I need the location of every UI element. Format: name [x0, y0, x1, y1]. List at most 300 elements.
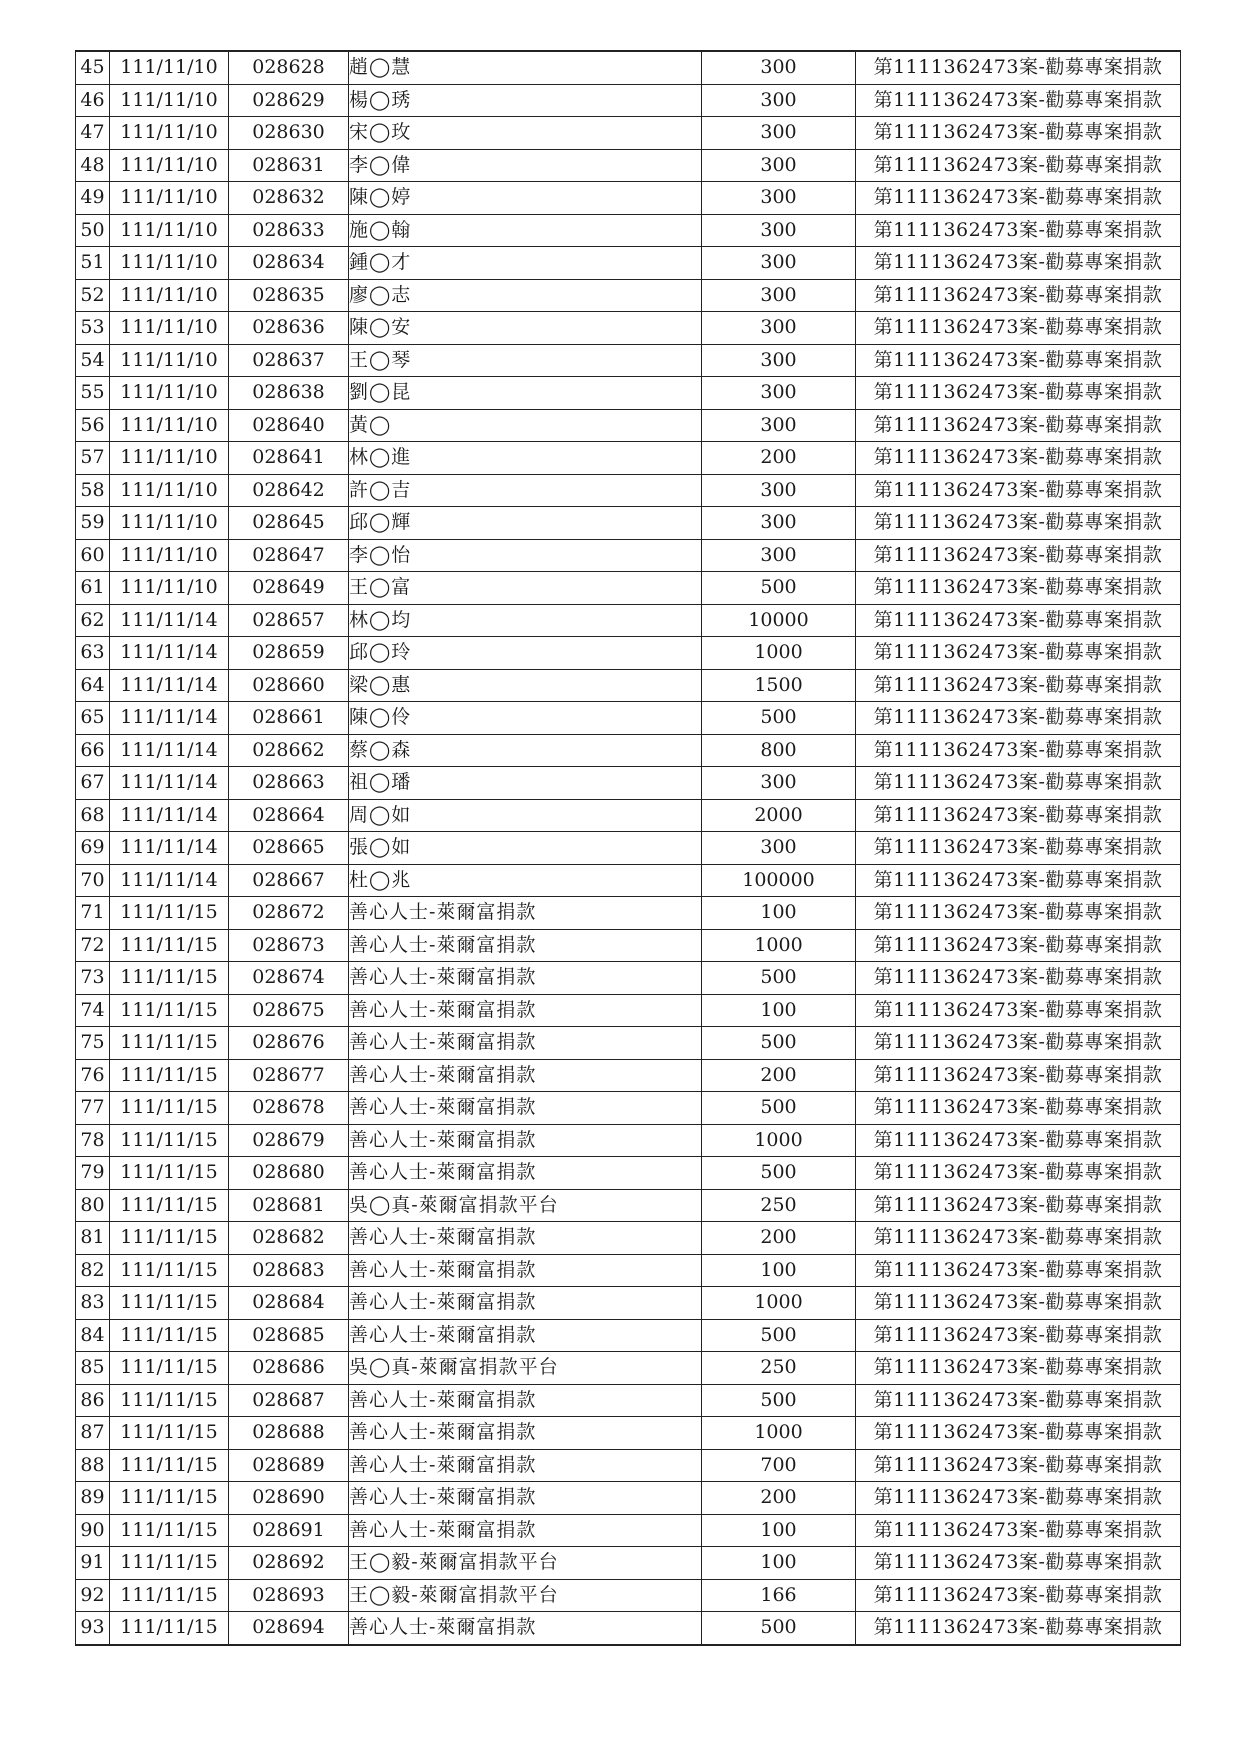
- donation-date: 111/11/10: [110, 344, 229, 377]
- row-number: 51: [76, 247, 110, 280]
- table-row: [76, 117, 1181, 150]
- table-row: [76, 572, 1181, 605]
- table-row: [76, 474, 1181, 507]
- donation-date: 111/11/10: [110, 409, 229, 442]
- donor-name: 善心人士-萊爾富捐款: [349, 1027, 702, 1060]
- table-row: [76, 377, 1181, 410]
- donation-date: 111/11/14: [110, 734, 229, 767]
- donation-amount: 300: [702, 474, 856, 507]
- receipt-number: 028693: [229, 1579, 349, 1612]
- donor-name: 許◯吉: [349, 474, 702, 507]
- donation-amount: 500: [702, 1319, 856, 1352]
- row-number: 90: [76, 1514, 110, 1547]
- donation-amount: 100: [702, 1547, 856, 1580]
- donation-amount: 300: [702, 51, 856, 84]
- row-number: 53: [76, 312, 110, 345]
- donation-purpose: 第1111362473案-勸募專案捐款: [856, 1384, 1181, 1417]
- donation-amount: 500: [702, 1612, 856, 1645]
- table-row: [76, 897, 1181, 930]
- row-number: 62: [76, 604, 110, 637]
- receipt-number: 028633: [229, 214, 349, 247]
- donation-purpose: 第1111362473案-勸募專案捐款: [856, 1254, 1181, 1287]
- table-row: [76, 799, 1181, 832]
- receipt-number: 028649: [229, 572, 349, 605]
- donation-table: [75, 50, 1181, 1646]
- donor-name: 鍾◯才: [349, 247, 702, 280]
- receipt-number: 028642: [229, 474, 349, 507]
- receipt-number: 028637: [229, 344, 349, 377]
- receipt-number: 028675: [229, 994, 349, 1027]
- donation-date: 111/11/15: [110, 1189, 229, 1222]
- donation-purpose: 第1111362473案-勸募專案捐款: [856, 84, 1181, 117]
- donation-amount: 1000: [702, 1417, 856, 1450]
- receipt-number: 028632: [229, 182, 349, 215]
- donation-amount: 300: [702, 182, 856, 215]
- donation-purpose: 第1111362473案-勸募專案捐款: [856, 637, 1181, 670]
- donation-purpose: 第1111362473案-勸募專案捐款: [856, 279, 1181, 312]
- donor-name: 邱◯玲: [349, 637, 702, 670]
- receipt-number: 028636: [229, 312, 349, 345]
- row-number: 89: [76, 1482, 110, 1515]
- receipt-number: 028674: [229, 962, 349, 995]
- row-number: 61: [76, 572, 110, 605]
- donor-name: 宋◯玫: [349, 117, 702, 150]
- donation-amount: 500: [702, 1092, 856, 1125]
- donation-amount: 300: [702, 117, 856, 150]
- donation-date: 111/11/14: [110, 864, 229, 897]
- donor-name: 善心人士-萊爾富捐款: [349, 1384, 702, 1417]
- donor-name: 李◯偉: [349, 149, 702, 182]
- donor-name: 蔡◯森: [349, 734, 702, 767]
- donor-name: 善心人士-萊爾富捐款: [349, 1157, 702, 1190]
- donation-amount: 100: [702, 1514, 856, 1547]
- donor-name: 善心人士-萊爾富捐款: [349, 1124, 702, 1157]
- receipt-number: 028690: [229, 1482, 349, 1515]
- donation-date: 111/11/15: [110, 1254, 229, 1287]
- donation-date: 111/11/15: [110, 1222, 229, 1255]
- donor-name: 杜◯兆: [349, 864, 702, 897]
- row-number: 79: [76, 1157, 110, 1190]
- receipt-number: 028640: [229, 409, 349, 442]
- table-row: [76, 1189, 1181, 1222]
- donation-amount: 200: [702, 442, 856, 475]
- donation-purpose: 第1111362473案-勸募專案捐款: [856, 799, 1181, 832]
- row-number: 46: [76, 84, 110, 117]
- receipt-number: 028659: [229, 637, 349, 670]
- row-number: 58: [76, 474, 110, 507]
- donor-name: 邱◯輝: [349, 507, 702, 540]
- row-number: 71: [76, 897, 110, 930]
- donation-date: 111/11/15: [110, 1384, 229, 1417]
- row-number: 73: [76, 962, 110, 995]
- donation-amount: 300: [702, 344, 856, 377]
- receipt-number: 028685: [229, 1319, 349, 1352]
- donation-amount: 300: [702, 767, 856, 800]
- donor-name: 周◯如: [349, 799, 702, 832]
- row-number: 80: [76, 1189, 110, 1222]
- table-row: [76, 1612, 1181, 1645]
- receipt-number: 028660: [229, 669, 349, 702]
- donation-purpose: 第1111362473案-勸募專案捐款: [856, 182, 1181, 215]
- donation-amount: 500: [702, 1027, 856, 1060]
- table-row: [76, 1579, 1181, 1612]
- donor-name: 吳◯真-萊爾富捐款平台: [349, 1352, 702, 1385]
- donor-name: 善心人士-萊爾富捐款: [349, 1514, 702, 1547]
- donor-name: 梁◯惠: [349, 669, 702, 702]
- donation-date: 111/11/10: [110, 572, 229, 605]
- receipt-number: 028672: [229, 897, 349, 930]
- donation-date: 111/11/10: [110, 279, 229, 312]
- table-row: [76, 1547, 1181, 1580]
- table-row: [76, 182, 1181, 215]
- donor-name: 善心人士-萊爾富捐款: [349, 994, 702, 1027]
- receipt-number: 028684: [229, 1287, 349, 1320]
- row-number: 91: [76, 1547, 110, 1580]
- donation-date: 111/11/14: [110, 832, 229, 865]
- donation-purpose: 第1111362473案-勸募專案捐款: [856, 1417, 1181, 1450]
- donation-date: 111/11/10: [110, 247, 229, 280]
- donation-purpose: 第1111362473案-勸募專案捐款: [856, 1319, 1181, 1352]
- row-number: 56: [76, 409, 110, 442]
- donation-date: 111/11/15: [110, 1124, 229, 1157]
- donation-purpose: 第1111362473案-勸募專案捐款: [856, 214, 1181, 247]
- donor-name: 吳◯真-萊爾富捐款平台: [349, 1189, 702, 1222]
- row-number: 57: [76, 442, 110, 475]
- receipt-number: 028638: [229, 377, 349, 410]
- donation-amount: 200: [702, 1059, 856, 1092]
- row-number: 54: [76, 344, 110, 377]
- donation-date: 111/11/15: [110, 1059, 229, 1092]
- row-number: 70: [76, 864, 110, 897]
- table-row: [76, 1287, 1181, 1320]
- donor-name: 善心人士-萊爾富捐款: [349, 962, 702, 995]
- donation-amount: 300: [702, 507, 856, 540]
- row-number: 66: [76, 734, 110, 767]
- row-number: 84: [76, 1319, 110, 1352]
- donation-purpose: 第1111362473案-勸募專案捐款: [856, 117, 1181, 150]
- donation-amount: 500: [702, 702, 856, 735]
- donation-date: 111/11/15: [110, 1449, 229, 1482]
- donation-purpose: 第1111362473案-勸募專案捐款: [856, 734, 1181, 767]
- donation-purpose: 第1111362473案-勸募專案捐款: [856, 1449, 1181, 1482]
- table-row: [76, 1124, 1181, 1157]
- donation-date: 111/11/15: [110, 1287, 229, 1320]
- donation-amount: 500: [702, 962, 856, 995]
- donation-date: 111/11/10: [110, 377, 229, 410]
- donation-purpose: 第1111362473案-勸募專案捐款: [856, 604, 1181, 637]
- donation-date: 111/11/10: [110, 149, 229, 182]
- document-page: [75, 50, 1180, 1646]
- donor-name: 施◯翰: [349, 214, 702, 247]
- donor-name: 張◯如: [349, 832, 702, 865]
- donation-purpose: 第1111362473案-勸募專案捐款: [856, 1612, 1181, 1645]
- donation-purpose: 第1111362473案-勸募專案捐款: [856, 1157, 1181, 1190]
- donation-date: 111/11/15: [110, 1157, 229, 1190]
- donor-name: 善心人士-萊爾富捐款: [349, 929, 702, 962]
- table-row: [76, 1254, 1181, 1287]
- table-row: [76, 1092, 1181, 1125]
- donation-date: 111/11/15: [110, 1612, 229, 1645]
- receipt-number: 028663: [229, 767, 349, 800]
- receipt-number: 028641: [229, 442, 349, 475]
- donor-name: 善心人士-萊爾富捐款: [349, 1612, 702, 1645]
- donation-table-body: [76, 51, 1181, 1645]
- row-number: 49: [76, 182, 110, 215]
- donation-date: 111/11/15: [110, 962, 229, 995]
- table-row: [76, 864, 1181, 897]
- table-row: [76, 1482, 1181, 1515]
- donation-purpose: 第1111362473案-勸募專案捐款: [856, 51, 1181, 84]
- row-number: 64: [76, 669, 110, 702]
- donor-name: 劉◯昆: [349, 377, 702, 410]
- table-row: [76, 962, 1181, 995]
- donor-name: 善心人士-萊爾富捐款: [349, 1092, 702, 1125]
- row-number: 81: [76, 1222, 110, 1255]
- receipt-number: 028662: [229, 734, 349, 767]
- donation-date: 111/11/10: [110, 84, 229, 117]
- donation-amount: 100: [702, 994, 856, 1027]
- row-number: 65: [76, 702, 110, 735]
- receipt-number: 028664: [229, 799, 349, 832]
- donation-amount: 166: [702, 1579, 856, 1612]
- donation-purpose: 第1111362473案-勸募專案捐款: [856, 669, 1181, 702]
- row-number: 83: [76, 1287, 110, 1320]
- table-row: [76, 994, 1181, 1027]
- donation-purpose: 第1111362473案-勸募專案捐款: [856, 442, 1181, 475]
- receipt-number: 028687: [229, 1384, 349, 1417]
- donation-purpose: 第1111362473案-勸募專案捐款: [856, 409, 1181, 442]
- donation-purpose: 第1111362473案-勸募專案捐款: [856, 1579, 1181, 1612]
- donation-amount: 100000: [702, 864, 856, 897]
- row-number: 88: [76, 1449, 110, 1482]
- table-row: [76, 214, 1181, 247]
- donor-name: 李◯怡: [349, 539, 702, 572]
- receipt-number: 028677: [229, 1059, 349, 1092]
- donor-name: 善心人士-萊爾富捐款: [349, 1449, 702, 1482]
- donation-purpose: 第1111362473案-勸募專案捐款: [856, 832, 1181, 865]
- donation-purpose: 第1111362473案-勸募專案捐款: [856, 897, 1181, 930]
- donation-amount: 300: [702, 539, 856, 572]
- donation-date: 111/11/10: [110, 539, 229, 572]
- donor-name: 王◯琴: [349, 344, 702, 377]
- donation-date: 111/11/15: [110, 994, 229, 1027]
- donor-name: 善心人士-萊爾富捐款: [349, 1222, 702, 1255]
- donation-date: 111/11/14: [110, 637, 229, 670]
- table-row: [76, 832, 1181, 865]
- donation-amount: 200: [702, 1482, 856, 1515]
- donation-date: 111/11/14: [110, 767, 229, 800]
- donor-name: 廖◯志: [349, 279, 702, 312]
- donation-amount: 700: [702, 1449, 856, 1482]
- row-number: 50: [76, 214, 110, 247]
- row-number: 55: [76, 377, 110, 410]
- donation-amount: 100: [702, 1254, 856, 1287]
- table-row: [76, 312, 1181, 345]
- table-row: [76, 929, 1181, 962]
- donation-purpose: 第1111362473案-勸募專案捐款: [856, 507, 1181, 540]
- receipt-number: 028689: [229, 1449, 349, 1482]
- table-row: [76, 344, 1181, 377]
- donation-purpose: 第1111362473案-勸募專案捐款: [856, 1482, 1181, 1515]
- donation-purpose: 第1111362473案-勸募專案捐款: [856, 247, 1181, 280]
- table-row: [76, 507, 1181, 540]
- table-row: [76, 442, 1181, 475]
- table-row: [76, 1059, 1181, 1092]
- receipt-number: 028661: [229, 702, 349, 735]
- row-number: 93: [76, 1612, 110, 1645]
- donation-date: 111/11/14: [110, 669, 229, 702]
- donation-date: 111/11/15: [110, 1319, 229, 1352]
- donor-name: 林◯均: [349, 604, 702, 637]
- donation-date: 111/11/15: [110, 1547, 229, 1580]
- receipt-number: 028645: [229, 507, 349, 540]
- donation-purpose: 第1111362473案-勸募專案捐款: [856, 929, 1181, 962]
- donation-date: 111/11/10: [110, 182, 229, 215]
- row-number: 86: [76, 1384, 110, 1417]
- table-row: [76, 734, 1181, 767]
- donation-purpose: 第1111362473案-勸募專案捐款: [856, 864, 1181, 897]
- receipt-number: 028679: [229, 1124, 349, 1157]
- row-number: 68: [76, 799, 110, 832]
- donation-amount: 1000: [702, 1287, 856, 1320]
- receipt-number: 028688: [229, 1417, 349, 1450]
- receipt-number: 028635: [229, 279, 349, 312]
- table-row: [76, 669, 1181, 702]
- donation-date: 111/11/15: [110, 1514, 229, 1547]
- donation-amount: 300: [702, 279, 856, 312]
- donation-purpose: 第1111362473案-勸募專案捐款: [856, 1027, 1181, 1060]
- receipt-number: 028667: [229, 864, 349, 897]
- donation-date: 111/11/15: [110, 1579, 229, 1612]
- donation-date: 111/11/14: [110, 702, 229, 735]
- receipt-number: 028634: [229, 247, 349, 280]
- row-number: 87: [76, 1417, 110, 1450]
- table-row: [76, 1222, 1181, 1255]
- row-number: 69: [76, 832, 110, 865]
- donation-amount: 200: [702, 1222, 856, 1255]
- row-number: 76: [76, 1059, 110, 1092]
- donor-name: 善心人士-萊爾富捐款: [349, 1287, 702, 1320]
- donation-purpose: 第1111362473案-勸募專案捐款: [856, 539, 1181, 572]
- table-row: [76, 51, 1181, 84]
- donation-purpose: 第1111362473案-勸募專案捐款: [856, 572, 1181, 605]
- receipt-number: 028683: [229, 1254, 349, 1287]
- donor-name: 善心人士-萊爾富捐款: [349, 897, 702, 930]
- row-number: 52: [76, 279, 110, 312]
- donation-amount: 10000: [702, 604, 856, 637]
- receipt-number: 028631: [229, 149, 349, 182]
- donation-purpose: 第1111362473案-勸募專案捐款: [856, 702, 1181, 735]
- donation-amount: 800: [702, 734, 856, 767]
- row-number: 74: [76, 994, 110, 1027]
- receipt-number: 028647: [229, 539, 349, 572]
- donation-purpose: 第1111362473案-勸募專案捐款: [856, 1092, 1181, 1125]
- table-row: [76, 637, 1181, 670]
- donor-name: 王◯毅-萊爾富捐款平台: [349, 1547, 702, 1580]
- donor-name: 林◯進: [349, 442, 702, 475]
- donation-purpose: 第1111362473案-勸募專案捐款: [856, 1514, 1181, 1547]
- donation-amount: 1000: [702, 637, 856, 670]
- table-row: [76, 247, 1181, 280]
- donor-name: 王◯毅-萊爾富捐款平台: [349, 1579, 702, 1612]
- donation-purpose: 第1111362473案-勸募專案捐款: [856, 1287, 1181, 1320]
- receipt-number: 028694: [229, 1612, 349, 1645]
- receipt-number: 028680: [229, 1157, 349, 1190]
- donation-purpose: 第1111362473案-勸募專案捐款: [856, 1352, 1181, 1385]
- donation-purpose: 第1111362473案-勸募專案捐款: [856, 149, 1181, 182]
- donation-date: 111/11/15: [110, 1092, 229, 1125]
- donation-purpose: 第1111362473案-勸募專案捐款: [856, 377, 1181, 410]
- receipt-number: 028657: [229, 604, 349, 637]
- table-row: [76, 604, 1181, 637]
- table-row: [76, 539, 1181, 572]
- row-number: 59: [76, 507, 110, 540]
- donation-amount: 500: [702, 1384, 856, 1417]
- donation-purpose: 第1111362473案-勸募專案捐款: [856, 767, 1181, 800]
- donation-purpose: 第1111362473案-勸募專案捐款: [856, 962, 1181, 995]
- donation-date: 111/11/10: [110, 442, 229, 475]
- receipt-number: 028682: [229, 1222, 349, 1255]
- donation-amount: 300: [702, 84, 856, 117]
- donation-date: 111/11/15: [110, 1417, 229, 1450]
- row-number: 47: [76, 117, 110, 150]
- receipt-number: 028629: [229, 84, 349, 117]
- receipt-number: 028628: [229, 51, 349, 84]
- receipt-number: 028678: [229, 1092, 349, 1125]
- row-number: 63: [76, 637, 110, 670]
- row-number: 77: [76, 1092, 110, 1125]
- receipt-number: 028692: [229, 1547, 349, 1580]
- row-number: 92: [76, 1579, 110, 1612]
- donation-amount: 1000: [702, 929, 856, 962]
- table-row: [76, 702, 1181, 735]
- table-row: [76, 1319, 1181, 1352]
- donation-date: 111/11/10: [110, 117, 229, 150]
- donation-amount: 1500: [702, 669, 856, 702]
- donor-name: 祖◯璠: [349, 767, 702, 800]
- receipt-number: 028681: [229, 1189, 349, 1222]
- donation-date: 111/11/10: [110, 507, 229, 540]
- table-row: [76, 767, 1181, 800]
- donor-name: 趙◯慧: [349, 51, 702, 84]
- receipt-number: 028673: [229, 929, 349, 962]
- donation-date: 111/11/10: [110, 474, 229, 507]
- donation-date: 111/11/14: [110, 799, 229, 832]
- table-row: [76, 1352, 1181, 1385]
- donation-amount: 2000: [702, 799, 856, 832]
- row-number: 45: [76, 51, 110, 84]
- row-number: 67: [76, 767, 110, 800]
- donation-amount: 300: [702, 149, 856, 182]
- table-row: [76, 409, 1181, 442]
- donation-purpose: 第1111362473案-勸募專案捐款: [856, 1222, 1181, 1255]
- donation-purpose: 第1111362473案-勸募專案捐款: [856, 1059, 1181, 1092]
- donation-date: 111/11/10: [110, 51, 229, 84]
- table-row: [76, 1027, 1181, 1060]
- receipt-number: 028676: [229, 1027, 349, 1060]
- donation-purpose: 第1111362473案-勸募專案捐款: [856, 312, 1181, 345]
- donation-purpose: 第1111362473案-勸募專案捐款: [856, 1189, 1181, 1222]
- donation-amount: 300: [702, 247, 856, 280]
- donation-purpose: 第1111362473案-勸募專案捐款: [856, 994, 1181, 1027]
- donor-name: 王◯富: [349, 572, 702, 605]
- donation-date: 111/11/10: [110, 214, 229, 247]
- table-row: [76, 1157, 1181, 1190]
- row-number: 82: [76, 1254, 110, 1287]
- row-number: 60: [76, 539, 110, 572]
- donor-name: 陳◯伶: [349, 702, 702, 735]
- donation-amount: 300: [702, 312, 856, 345]
